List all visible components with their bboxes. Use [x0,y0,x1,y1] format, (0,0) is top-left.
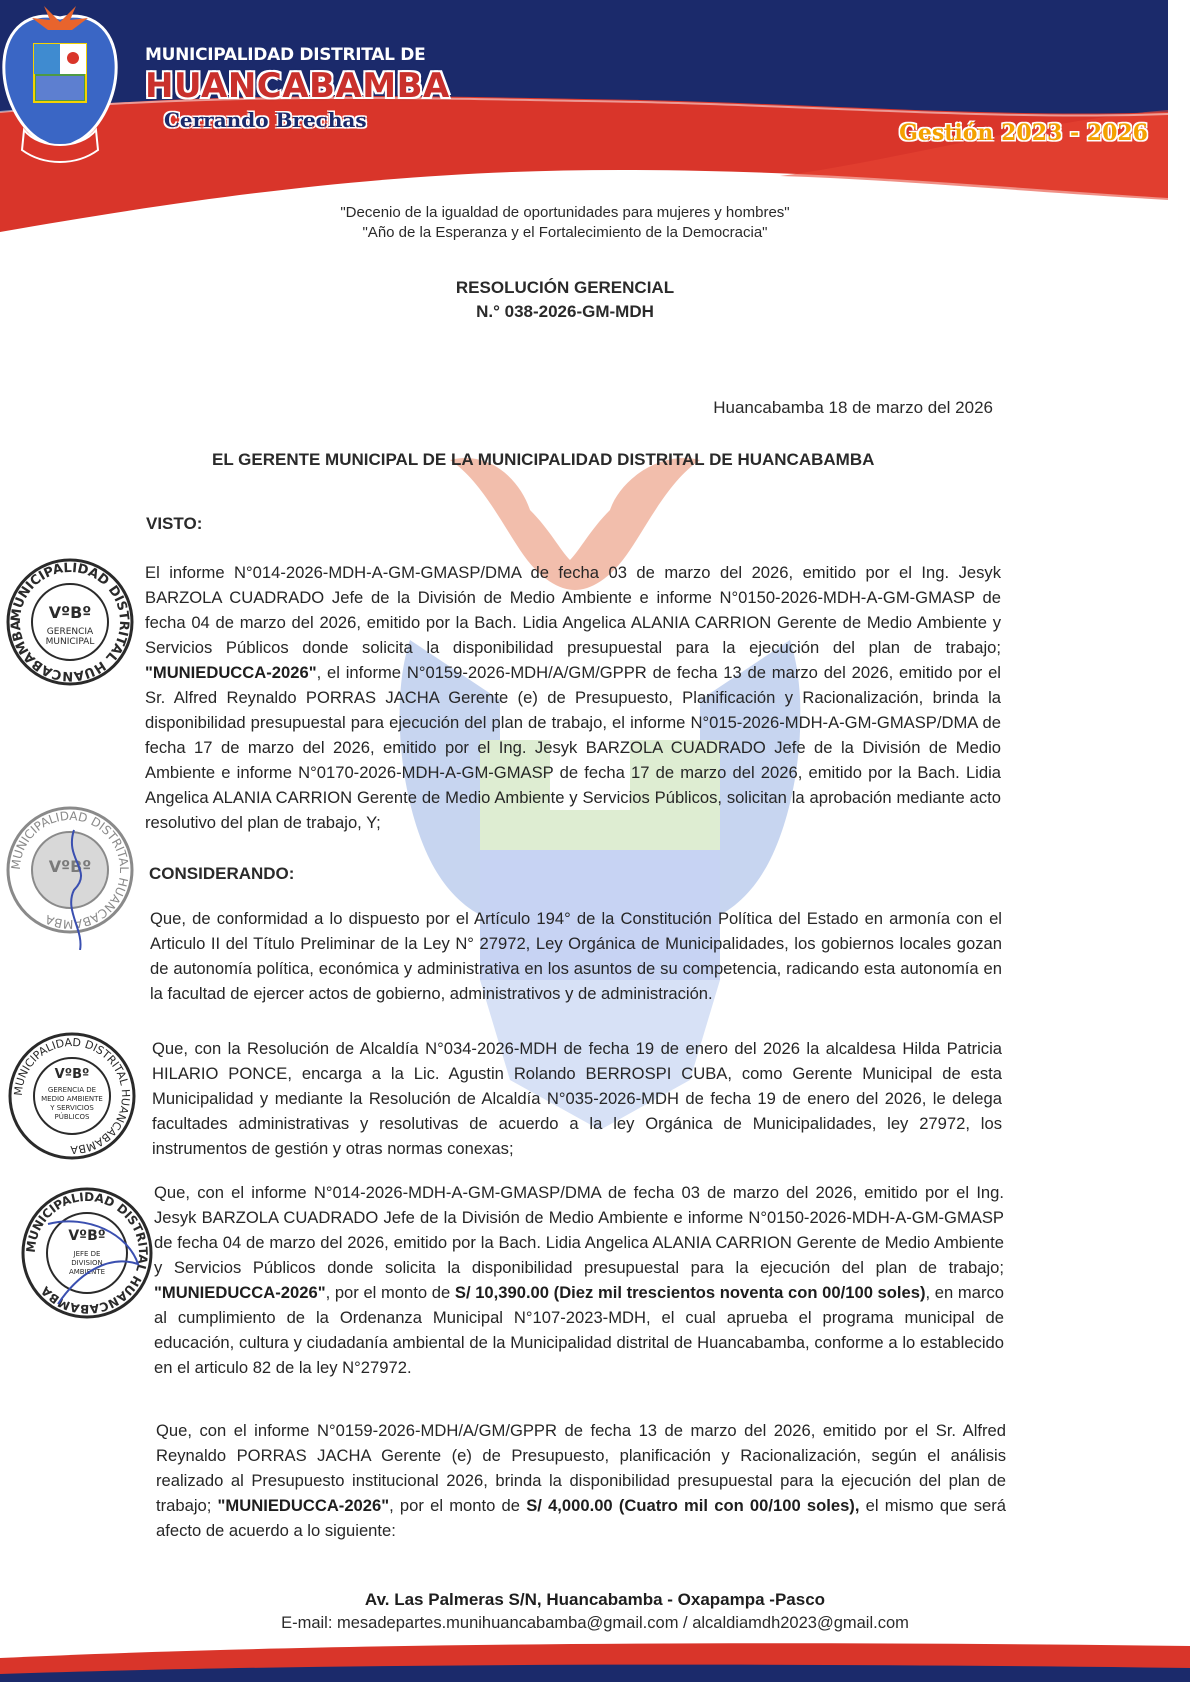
stamp-4-line-1: JEFE DE [73,1250,101,1258]
stamp-4-line-3: AMBIENTE [68,1268,106,1276]
vb-stamp-2 [4,800,136,950]
stamp-3-line-4: PÚBLICOS [54,1113,90,1121]
decenio-line-2: "Año de la Esperanza y el Fortalecimiento de la Democracia" [362,224,768,241]
municipal-crest-icon [0,0,120,165]
stamp-1-line-1: GERENCIA [46,627,94,637]
considerando-paragraph-4 [156,1418,1006,1543]
c4-text-1: Que, con el informe N°0159-2026-MDH/A/GM/GPPR de fecha 13 de marzo del 2026, emitido por el Sr. Alfred Reynaldo PORRAS JACHA Gerente (e) de Presupuesto, planificación y Racionalización, según el análisis realizado al Presupuesto institucional 2026, brinda la disponibilidad presupuestal para la ejecución del plan de trabajo; [156,1421,1006,1515]
considerando-paragraph-3 [154,1180,1004,1380]
stamp-3-line-2: MEDIO AMBIENTE [41,1095,103,1103]
stamp-3-line-3: Y SERVICIOS [50,1104,94,1112]
considerando-heading: CONSIDERANDO: [149,864,295,883]
resolution-title [0,276,1130,324]
issuer-heading: EL GERENTE MUNICIPAL DE LA MUNICIPALIDAD DISTRITAL DE HUANCABAMBA [212,450,875,469]
c3-text-1: Que, con el informe N°014-2026-MDH-A-GM-GMASP/DMA de fecha 03 de marzo del 2026, emitido por el Ing. Jesyk BARZOLA CUADRADO Jefe de la División de Medio Ambiente e informe N°0150-2026-MDH-A-GM-GMASP de fecha 04 de marzo del 2026, emitido por la Bach. Lidia Angelica ALANIA CARRION Gerente de Medio Ambiente y Servicios Públicos donde solicita la disponibilidad presupuestal para la ejecución del plan de trabajo; [154,1183,1004,1277]
visto-program-name: "MUNIEDUCCA-2026" [145,663,317,682]
considerando-paragraph-1: Que, de conformidad a lo dispuesto por el Artículo 194° de la Constitución Política del Estado en armonía con el Articulo II del Título Preliminar de la Ley N° 27972, Ley Orgánica de Municipalidades, los gobiernos locales gozan de autonomía política, económica y administrativa en los asuntos de su competencia, radicando esta autonomía en la facultad de ejercer actos de gobierno, administrativos y de administración. [150,909,1002,1003]
c3-text-3: , en marco al cumplimiento de la Ordenanza Municipal N°107-2023-MDH, el cual aprueba el programa municipal de educación, cultura y ciudadanía ambiental de la Municipalidad distrital de Huancabamba, conforme a lo establecido en el articulo 82 de la ley N°27972. [154,1283,1004,1377]
footer-band [0,1640,1190,1682]
visto-heading: VISTO: [146,514,203,533]
stamp-4-line-2: DIVISION [71,1259,103,1267]
slogan: Cerrando Brechas [164,108,367,132]
municipality-line: MUNICIPALIDAD DISTRITAL DE [145,45,426,65]
gerencia-municipal-stamp [4,556,136,688]
c3-text-2: , por el monto de [325,1283,455,1302]
visto-text-1: El informe N°014-2026-MDH-A-GM-GMASP/DMA de fecha 03 de marzo del 2026, emitido por el Ing. Jesyk BARZOLA CUADRADO Jefe de la División de Medio Ambiente e informe N°0150-2026-MDH-A-GM-GMASP de fecha 04 de marzo del 2026, emitido por la Bach. Lidia Angelica ALANIA CARRION Gerente de Medio Ambiente y Servicios Públicos donde solicita la disponibilidad presupuestal para la ejecución del plan de trabajo; [145,563,1001,657]
stamp-1-vb: VºBº [48,603,92,622]
stamp-4-ring-text: MUNICIPALIDAD DISTRITAL HUANCABAMBA [23,1189,151,1317]
footer-email: E-mail: mesadepartes.munihuancabamba@gmail.com / alcaldiamdh2023@gmail.com [281,1614,909,1632]
resolution-date: Huancabamba 18 de marzo del 2026 [713,398,993,417]
stamp-1-ring-text: MUNICIPALIDAD DISTRITAL HUANCABAMBA [8,560,132,684]
c4-amount: S/ 4,000.00 (Cuatro mil con 00/100 soles), [526,1496,860,1515]
stamp-3-vb: VºBº [54,1067,90,1082]
gestion-period: Gestión 2023 - 2026 [899,120,1148,146]
visto-text-2: , el informe N°0159-2026-MDH/A/GM/GPPR de fecha 13 de marzo del 2026, emitido por el Sr. Alfred Reynaldo PORRAS JACHA Gerente (e) de Presupuesto, Planificación y Racionalización, brinda la disponibilidad presupuestal para ejecución del plan de trabajo, el informe N°015-2026-MDH-A-GM-GMASP/DMA de fecha 17 de marzo del 2026, emitido por el Ing. Jesyk BARZOLA CUADRADO Jefe de la División de Medio Ambiente e informe N°0170-2026-MDH-A-GM-GMASP de fecha 17 de marzo del 2026, emitido por la Bach. Lidia Angelica ALANIA CARRION Gerente de Medio Ambiente y Servicios Públicos, solicitan la aprobación mediante acto resolutivo del plan de trabajo, Y; [145,663,1001,832]
c4-text-2: , por el monto de [389,1496,527,1515]
c4-program-name: "MUNIEDUCCA-2026" [217,1496,390,1515]
jefe-division-stamp [18,1184,156,1322]
c3-program-name: "MUNIEDUCCA-2026" [154,1283,326,1302]
decenio-line-1: "Decenio de la igualdad de oportunidades para mujeres y hombres" [340,204,790,221]
municipality-name: HUANCABAMBA [145,66,450,106]
stamp-4-vb: VºBº [68,1228,106,1244]
resolution-type: RESOLUCIÓN GERENCIAL [455,278,675,297]
stamp-3-ring-text: MUNICIPALIDAD DISTRITAL HUANCABAMBA [11,1035,133,1157]
c4-text-3: el mismo que será afecto de acuerdo a lo siguiente: [156,1496,1006,1540]
footer-address: Av. Las Palmeras S/N, Huancabamba - Oxapampa -Pasco [364,1590,826,1609]
stamp-1-line-2: MUNICIPAL [45,637,95,647]
stamp-3-line-1: GERENCIA DE [47,1086,97,1094]
medio-ambiente-stamp [6,1030,138,1162]
resolution-number: N.° 038-2026-GM-MDH [476,302,654,321]
decenio-heading [0,203,1130,243]
stamp-2-ring-text: MUNICIPALIDAD DISTRITAL HUANCABAMBA [8,808,132,932]
stamp-2-vb: VºBº [48,857,92,876]
considerando-paragraph-2: Que, con la Resolución de Alcaldía N°034-2026-MDH de fecha 19 de enero del 2026 la alcaldesa Hilda Patricia HILARIO PONCE, encarga a la Lic. Agustin Rolando BERROSPI CUBA, como Gerente Municipal de esta Municipalidad y mediante la Resolución de Alcaldía N°035-2026-MDH de fecha 19 de enero del 2026, le delega facultades administrativas y resolutivas de acuerdo a la ley Orgánica de Municipalidades, ley 27972, los instrumentos de gestión y otras normas conexas; [152,1039,1002,1158]
visto-paragraph [145,560,1001,835]
c3-amount: S/ 10,390.00 (Diez mil trescientos noventa con 00/100 soles) [454,1283,926,1302]
